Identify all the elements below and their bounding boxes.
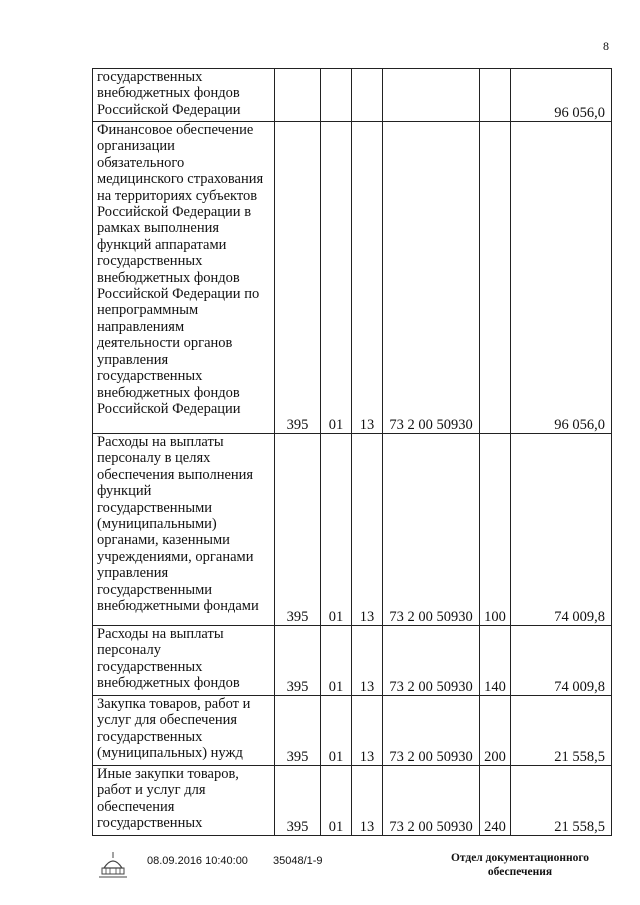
cell-section: 01 [321,626,352,696]
table-row [93,122,612,434]
footer-doc-code: 35048/1-9 [273,855,323,867]
cell-amount: 21 558,5 [511,766,612,836]
cell-subsection [352,69,383,122]
cell-ved: 395 [275,696,321,766]
footer-datetime: 08.09.2016 10:40:00 [147,855,248,867]
cell-section: 01 [321,696,352,766]
cell-ved: 395 [275,122,321,434]
budget-table [92,68,612,836]
cell-amount: 21 558,5 [511,696,612,766]
table-row [93,696,612,766]
cell-subsection: 13 [352,696,383,766]
cell-ved: 395 [275,626,321,696]
row-description: Иные закупки товаров, работ и услуг для обеспечения государственных [93,766,275,836]
row-description: Финансовое обеспечение организации обязательного медицинского страхования на территориях субъектов Российской Федерации в рамках выполнения функций аппаратами государственных внебюджетных фондов Российской Федерации по непрограммным направлениям деятельности органов управления государственных внебюджетных фондов Российской Федерации [93,122,275,434]
cell-target-article: 73 2 00 50930 [383,766,480,836]
cell-target-article: 73 2 00 50930 [383,626,480,696]
cell-section [321,69,352,122]
cell-subsection: 13 [352,626,383,696]
cell-expense-type: 200 [480,696,511,766]
table-row [93,69,612,122]
row-description: Закупка товаров, работ и услуг для обеспечения государственных (муниципальных) нужд [93,696,275,766]
cell-section: 01 [321,434,352,626]
cell-amount: 74 009,8 [511,626,612,696]
cell-ved: 395 [275,766,321,836]
table-row [93,626,612,696]
cell-target-article [383,69,480,122]
footer-department: Отдел документационного обеспечения [450,852,590,878]
cell-subsection: 13 [352,766,383,836]
duma-logo-icon [96,848,130,882]
table-row [93,766,612,836]
page-number: 8 [603,39,609,53]
cell-section: 01 [321,766,352,836]
row-description: Расходы на выплаты персоналу в целях обеспечения выполнения функций государственными (муниципальными) органами, казенными учреждениями, органами управления государственными внебюджетными фондами [93,434,275,626]
cell-target-article: 73 2 00 50930 [383,434,480,626]
cell-expense-type: 240 [480,766,511,836]
cell-ved [275,69,321,122]
table-row [93,434,612,626]
cell-subsection: 13 [352,122,383,434]
cell-target-article: 73 2 00 50930 [383,696,480,766]
cell-target-article: 73 2 00 50930 [383,122,480,434]
cell-subsection: 13 [352,434,383,626]
cell-amount: 96 056,0 [511,122,612,434]
cell-section: 01 [321,122,352,434]
cell-ved: 395 [275,434,321,626]
row-description: Расходы на выплаты персоналу государственных внебюджетных фондов [93,626,275,696]
cell-expense-type: 140 [480,626,511,696]
row-description: государственных внебюджетных фондов Российской Федерации [93,69,275,122]
cell-amount: 74 009,8 [511,434,612,626]
cell-amount: 96 056,0 [511,69,612,122]
cell-expense-type [480,69,511,122]
cell-expense-type: 100 [480,434,511,626]
cell-expense-type [480,122,511,434]
